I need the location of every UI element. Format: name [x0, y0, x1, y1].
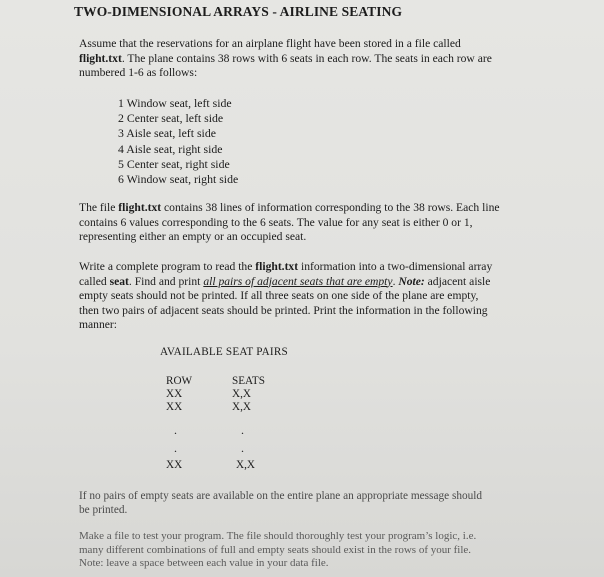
seat-numbering-list	[118, 96, 238, 187]
seats-column	[232, 375, 265, 414]
row-header: ROW	[166, 375, 193, 387]
program-description-paragraph: Write a complete program to read the flight.txt information into a two-dimensional array called seat. Find and print all pairs of adjacent seats that are empty. Note: adjacent aisle empty seats should not be printed. If all three seats on one side of the plane are empty, then two pairs of adjacent seats should be printed. Print the information in the following manner:	[79, 260, 493, 331]
ellipsis-dot: .	[174, 441, 177, 455]
seat-value: X,X	[232, 401, 251, 413]
document-title: TWO-DIMENSIONAL ARRAYS - AIRLINE SEATING	[74, 4, 403, 19]
list-item: 2 Center seat, left side	[118, 111, 224, 126]
emphasized-text: all pairs of adjacent seats that are empty	[203, 274, 393, 288]
list-item: 3 Aisle seat, left side	[118, 126, 216, 141]
ellipsis-dot: .	[241, 441, 244, 455]
filename: flight.txt	[79, 51, 122, 65]
row-column	[166, 375, 192, 414]
list-item: 4 Aisle seat, right side	[118, 141, 223, 156]
seats-header: SEATS	[232, 375, 265, 387]
file-description-paragraph: The file flight.txt contains 38 lines of information corresponding to the 38 rows. Each line contains 6 values corresponding to the 6 seats. The value for any seat is either 0 or 1, representing either an empty or an occupied seat.	[79, 201, 500, 243]
no-pairs-paragraph: If no pairs of empty seats are available on the entire plane an appropriate message should be printed.	[79, 490, 483, 516]
row-value: XX	[166, 401, 183, 413]
intro-paragraph: Assume that the reservations for an airplane flight have been stored in a file called flight.txt. The plane contains 38 rows with 6 seats in each row. The seats in each row are numbered 1-6 as follows:	[79, 37, 492, 79]
note-label: Note:	[398, 274, 425, 288]
filename: flight.txt	[255, 260, 299, 273]
output-table-title: AVAILABLE SEAT PAIRS	[160, 346, 288, 358]
list-item: 1 Window seat, left side	[118, 96, 232, 110]
test-file-paragraph: Make a file to test your program. The file should thoroughly test your program’s logic, i.e. many different combinations of full and empty seats should exist in the rows of your file. Note: leave a space between each value in your data file.	[79, 530, 477, 569]
ellipsis-dot: .	[174, 423, 177, 437]
row-value: XX	[166, 459, 183, 471]
seat-value: X,X	[236, 459, 255, 471]
array-name: seat	[109, 274, 129, 288]
filename: flight.txt	[118, 201, 162, 214]
list-item: 6 Window seat, right side	[118, 172, 239, 187]
row-value: XX	[166, 388, 183, 400]
seat-value: X,X	[232, 388, 251, 400]
list-item: 5 Center seat, right side	[118, 156, 230, 171]
ellipsis-dot: .	[241, 423, 244, 437]
